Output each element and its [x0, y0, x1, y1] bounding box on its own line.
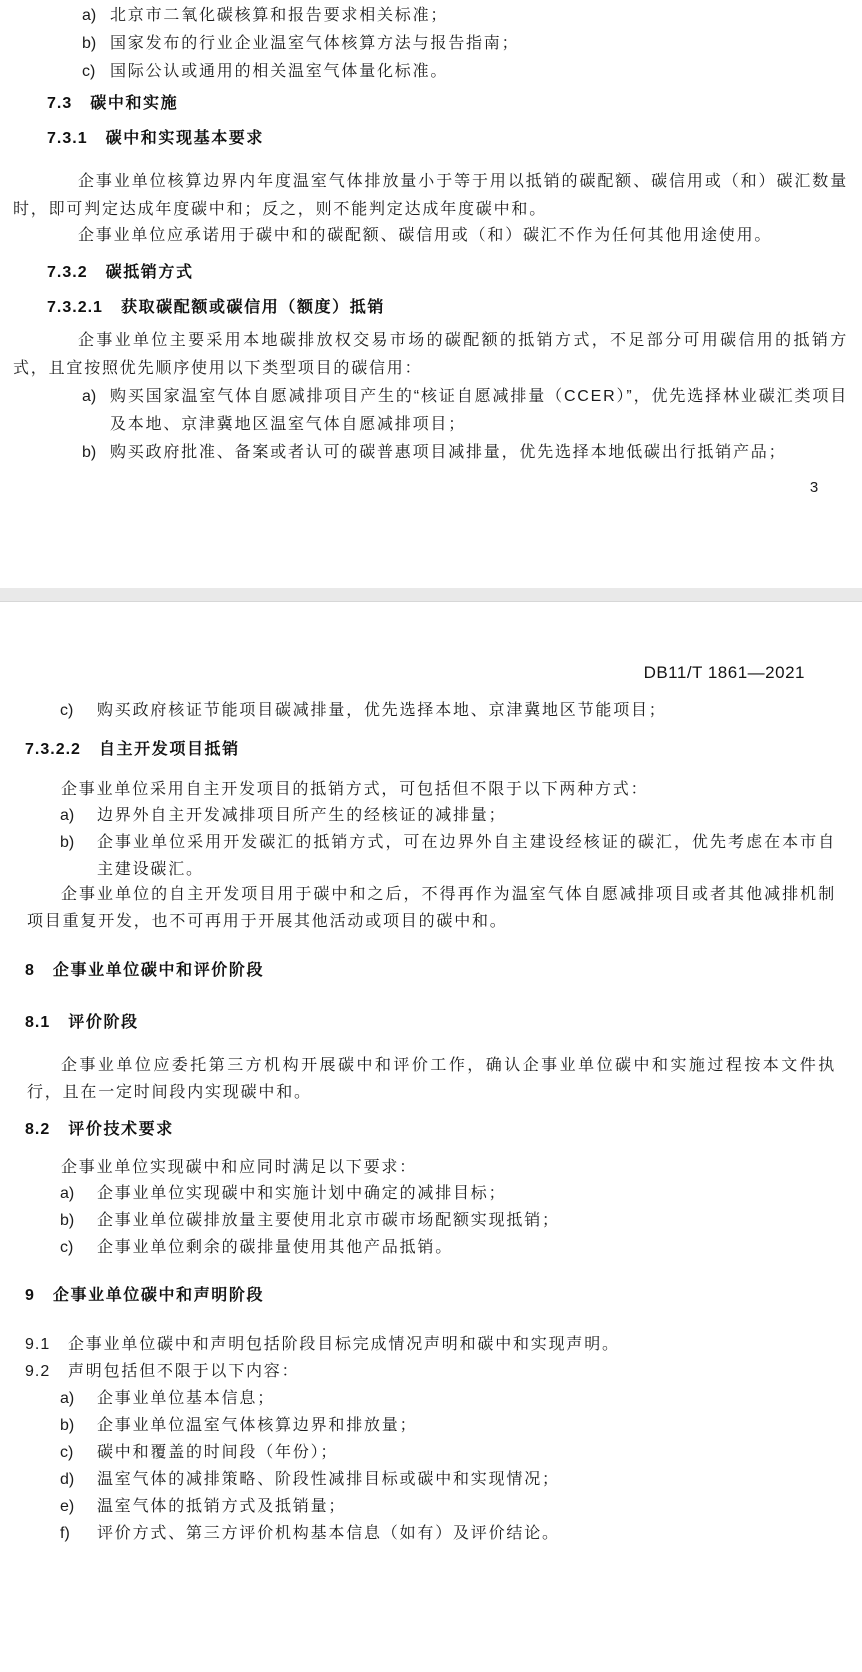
clause-9-1	[0, 1331, 836, 1358]
heading-number: 7.3.2	[47, 264, 88, 281]
heading-9	[25, 1282, 264, 1310]
list-text: 购买政府批准、备案或者认可的碳普惠项目减排量，优先选择本地低碳出行抵销产品；	[110, 444, 787, 461]
list-item	[0, 802, 836, 829]
heading-title: 碳抵销方式	[105, 264, 194, 281]
heading-number: 7.3.2.1	[47, 299, 103, 316]
clause-number: 9.2	[25, 1363, 51, 1380]
list-marker: c)	[60, 702, 74, 719]
list-item	[0, 58, 848, 86]
list-marker: a)	[82, 7, 97, 24]
heading-title: 碳中和实施	[90, 95, 179, 112]
standards-list	[0, 2, 848, 86]
heading-8-2	[25, 1116, 174, 1144]
list-text: 温室气体的抵销方式及抵销量；	[97, 1498, 347, 1515]
heading-7-3-2-2	[25, 736, 240, 764]
heading-8-1	[25, 1009, 139, 1037]
list-item	[0, 383, 848, 439]
paragraph: 企事业单位核算边界内年度温室气体排放量小于等于用以抵销的碳配额、碳信用或（和）碳汇数量时，即可判定达成年度碳中和；反之，则不能判定达成年度碳中和。	[13, 173, 848, 218]
list-text: 企事业单位温室气体核算边界和排放量；	[97, 1417, 418, 1434]
heading-8	[25, 957, 264, 985]
heading-number: 7.3	[47, 95, 73, 112]
list-marker: f)	[60, 1525, 70, 1542]
heading-title: 企事业单位碳中和声明阶段	[52, 1287, 265, 1304]
list-item	[0, 1412, 836, 1439]
heading-7-3-1	[47, 125, 264, 153]
list-marker: c)	[60, 1239, 74, 1256]
list-text: 国际公认或通用的相关温室气体量化标准。	[110, 63, 449, 80]
list-marker: b)	[60, 1212, 75, 1229]
paragraph: 企事业单位应委托第三方机构开展碳中和评价工作，确认企事业单位碳中和实施过程按本文件执行，且在一定时间段内实现碳中和。	[27, 1057, 836, 1101]
list-text: 购买国家温室气体自愿减排项目产生的“核证自愿减排量（CCER）”，优先选择林业碳汇类项目及本地、京津冀地区温室气体自愿减排项目；	[110, 388, 848, 433]
list-text: 北京市二氧化碳核算和报告要求相关标准；	[110, 7, 449, 24]
list-item	[0, 697, 836, 724]
heading-title: 评价阶段	[68, 1014, 139, 1031]
list-text: 企事业单位实现碳中和实施计划中确定的减排目标；	[97, 1185, 507, 1202]
paragraph: 企事业单位应承诺用于碳中和的碳配额、碳信用或（和）碳汇不作为任何其他用途使用。	[78, 227, 773, 244]
list-marker: d)	[60, 1471, 75, 1488]
list-text: 企事业单位基本信息；	[97, 1390, 276, 1407]
clause-text: 企事业单位碳中和声明包括阶段目标完成情况声明和碳中和实现声明。	[68, 1336, 620, 1353]
list-text: 碳中和覆盖的时间段（年份）；	[97, 1444, 339, 1461]
heading-title: 获取碳配额或碳信用（额度）抵销	[120, 299, 385, 316]
list-item	[0, 1180, 836, 1207]
heading-title: 企事业单位碳中和评价阶段	[52, 962, 265, 979]
list-marker: e)	[60, 1498, 75, 1515]
document-code-header: DB11/T 1861—2021	[643, 663, 805, 682]
clause-number: 9.1	[25, 1336, 51, 1353]
list-text: 国家发布的行业企业温室气体核算方法与报告指南；	[110, 35, 520, 52]
heading-title: 碳中和实现基本要求	[105, 130, 264, 147]
list-text: 企事业单位采用开发碳汇的抵销方式，可在边界外自主建设经核证的碳汇，优先考虑在本市自主建设碳汇。	[97, 834, 836, 878]
clause-text: 声明包括但不限于以下内容：	[68, 1363, 300, 1380]
paragraph: 企事业单位主要采用本地碳排放权交易市场的碳配额的抵销方式，不足部分可用碳信用的抵销方式，且宜按照优先顺序使用以下类型项目的碳信用：	[13, 332, 848, 377]
page-number: 3	[809, 479, 819, 496]
list-marker: b)	[82, 35, 97, 52]
heading-title: 评价技术要求	[68, 1121, 174, 1138]
list-text: 企事业单位碳排放量主要使用北京市碳市场配额实现抵销；	[97, 1212, 560, 1229]
list-item	[0, 1520, 836, 1547]
list-text: 企事业单位剩余的碳排量使用其他产品抵销。	[97, 1239, 454, 1256]
heading-number: 7.3.2.2	[25, 741, 81, 758]
clause-9-2	[0, 1358, 836, 1385]
heading-number: 8	[25, 962, 35, 979]
list-marker: a)	[60, 1185, 75, 1202]
declaration-content-list	[0, 1385, 836, 1547]
list-text: 评价方式、第三方评价机构基本信息（如有）及评价结论。	[97, 1525, 560, 1542]
list-marker: a)	[60, 1390, 75, 1407]
list-marker: c)	[60, 1444, 74, 1461]
list-item	[0, 1439, 836, 1466]
list-item	[0, 30, 848, 58]
credits-list	[0, 383, 848, 467]
list-marker: b)	[82, 444, 97, 461]
heading-number: 9	[25, 1287, 35, 1304]
list-item	[0, 439, 848, 467]
list-text: 边界外自主开发减排项目所产生的经核证的减排量；	[97, 807, 507, 824]
list-marker: b)	[60, 834, 75, 851]
list-item	[0, 2, 848, 30]
list-item	[0, 829, 836, 883]
heading-7-3	[47, 90, 178, 118]
heading-7-3-2	[47, 259, 194, 287]
list-item	[0, 1493, 836, 1520]
list-marker: a)	[82, 388, 97, 405]
credits-list-continued	[0, 697, 836, 724]
list-marker: c)	[82, 63, 96, 80]
paragraph: 企事业单位采用自主开发项目的抵销方式，可包括但不限于以下两种方式：	[61, 781, 649, 798]
page-separator	[0, 588, 862, 602]
heading-number: 8.1	[25, 1014, 51, 1031]
heading-number: 8.2	[25, 1121, 51, 1138]
heading-title: 自主开发项目抵销	[98, 741, 240, 758]
list-marker: a)	[60, 807, 75, 824]
paragraph: 企事业单位实现碳中和应同时满足以下要求：	[61, 1159, 418, 1176]
heading-number: 7.3.1	[47, 130, 88, 147]
list-text: 温室气体的减排策略、阶段性减排目标或碳中和实现情况；	[97, 1471, 560, 1488]
list-item	[0, 1234, 836, 1261]
selfdev-list	[0, 802, 836, 883]
heading-7-3-2-1	[47, 294, 385, 322]
list-item	[0, 1385, 836, 1412]
eval-requirements-list	[0, 1180, 836, 1261]
list-text: 购买政府核证节能项目碳减排量，优先选择本地、京津冀地区节能项目；	[97, 702, 667, 719]
list-item	[0, 1466, 836, 1493]
list-item	[0, 1207, 836, 1234]
list-marker: b)	[60, 1417, 75, 1434]
paragraph: 企事业单位的自主开发项目用于碳中和之后，不得再作为温室气体自愿减排项目或者其他减排机制项目重复开发，也不可再用于开展其他活动或项目的碳中和。	[27, 886, 836, 930]
